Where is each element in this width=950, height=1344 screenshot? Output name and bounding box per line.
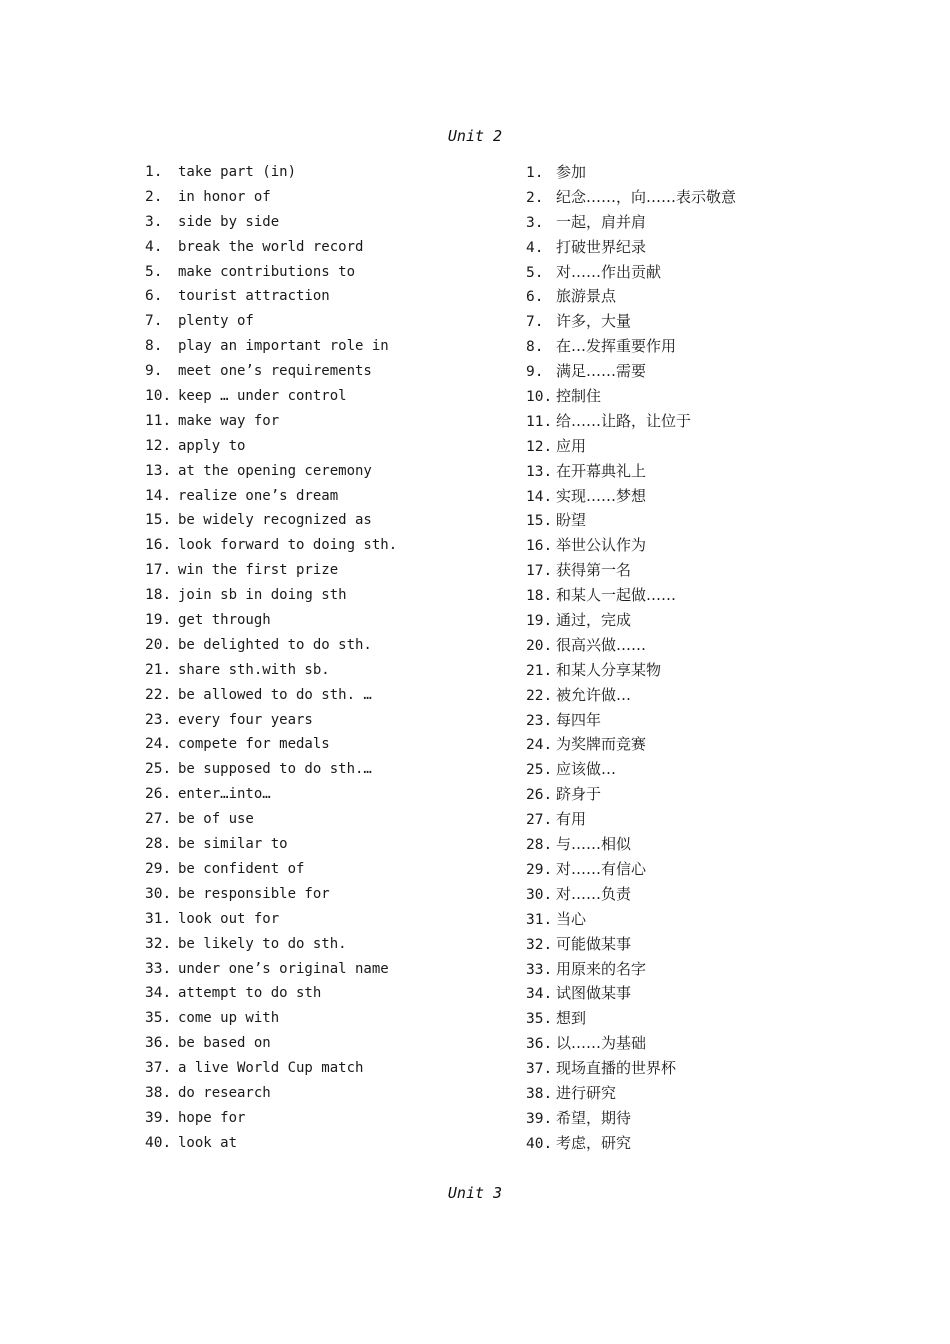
item-number: 16. <box>145 537 172 554</box>
item-text: 通过，完成 <box>556 611 632 630</box>
item-number: 13. <box>526 463 553 480</box>
item-text: 举世公认作为 <box>556 536 647 555</box>
chinese-translation-item <box>526 235 856 260</box>
item-number: 14. <box>145 487 172 504</box>
english-phrase-item <box>145 608 505 633</box>
item-text: 获得第一名 <box>556 561 632 580</box>
item-number: 22. <box>145 686 172 703</box>
item-text: 对……作出贡献 <box>556 262 662 281</box>
english-phrase-item <box>145 633 505 658</box>
item-text: 打破世界纪录 <box>556 237 647 256</box>
item-number: 20. <box>145 636 172 653</box>
item-text: 满足……需要 <box>556 362 647 381</box>
english-phrase-item <box>145 459 505 484</box>
english-phrase-item <box>145 334 505 359</box>
chinese-translation-item <box>526 309 856 334</box>
item-number: 4. <box>526 239 544 256</box>
english-phrase-item <box>145 1081 505 1106</box>
item-number: 33. <box>145 960 172 977</box>
item-number: 28. <box>145 836 172 853</box>
item-text: 有用 <box>556 810 587 829</box>
item-text: 以……为基础 <box>556 1034 647 1053</box>
item-text: 实现……梦想 <box>556 486 647 505</box>
item-text: 给……让路，让位于 <box>556 411 692 430</box>
english-phrase-item <box>145 210 505 235</box>
item-text: win the first prize <box>178 562 339 579</box>
chinese-translation-item <box>526 757 856 782</box>
item-number: 11. <box>145 412 172 429</box>
item-text: 在…发挥重要作用 <box>556 337 677 356</box>
chinese-translation-item <box>526 284 856 309</box>
item-text: be similar to <box>178 836 288 853</box>
item-text: 和某人一起做…… <box>556 586 677 605</box>
chinese-translation-item <box>526 957 856 982</box>
english-phrase-item <box>145 1056 505 1081</box>
item-number: 32. <box>145 935 172 952</box>
english-phrase-item <box>145 981 505 1006</box>
english-phrase-item <box>145 907 505 932</box>
english-phrase-item <box>145 1031 505 1056</box>
item-number: 23. <box>526 712 553 729</box>
item-text: be supposed to do sth.… <box>178 761 372 778</box>
chinese-translation-item <box>526 708 856 733</box>
item-text: be widely recognized as <box>178 512 372 529</box>
item-number: 2. <box>145 188 163 205</box>
item-number: 6. <box>526 289 544 306</box>
item-number: 26. <box>526 787 553 804</box>
item-number: 22. <box>526 687 553 704</box>
item-text: 跻身于 <box>556 785 602 804</box>
chinese-translation-item <box>526 658 856 683</box>
item-number: 17. <box>526 563 553 580</box>
item-text: come up with <box>178 1010 280 1027</box>
item-number: 33. <box>526 961 553 978</box>
item-number: 20. <box>526 637 553 654</box>
item-number: 21. <box>145 661 172 678</box>
item-number: 12. <box>526 438 553 455</box>
item-text: compete for medals <box>178 736 330 753</box>
chinese-translation-item <box>526 882 856 907</box>
chinese-translation-item <box>526 608 856 633</box>
english-phrase-item <box>145 384 505 409</box>
english-phrase-item <box>145 683 505 708</box>
chinese-translation-item <box>526 210 856 235</box>
unit-2-title: Unit 2 <box>447 127 503 145</box>
item-text: in honor of <box>178 188 271 205</box>
item-text: 对……负责 <box>556 884 632 903</box>
item-number: 21. <box>526 662 553 679</box>
item-text: meet one’s requirements <box>178 363 372 380</box>
chinese-translation-item <box>526 533 856 558</box>
item-number: 30. <box>526 886 553 903</box>
item-number: 10. <box>526 389 553 406</box>
item-text: 控制住 <box>556 387 602 406</box>
item-text: be of use <box>178 811 254 828</box>
item-number: 11. <box>526 413 553 430</box>
item-text: look out for <box>178 910 280 927</box>
unit-3-title: Unit 3 <box>447 1184 503 1202</box>
item-text: look forward to doing sth. <box>178 537 398 554</box>
item-text: 试图做某事 <box>556 984 632 1003</box>
item-text: 旅游景点 <box>556 287 617 306</box>
item-text: be confident of <box>178 860 305 877</box>
english-phrase-item <box>145 1131 505 1156</box>
item-text: 被允许做… <box>556 685 632 704</box>
chinese-translation-list <box>526 160 856 1156</box>
item-number: 30. <box>145 885 172 902</box>
item-number: 28. <box>526 837 553 854</box>
item-number: 37. <box>145 1060 172 1077</box>
english-phrase-item <box>145 583 505 608</box>
chinese-translation-item <box>526 782 856 807</box>
english-phrase-item <box>145 957 505 982</box>
item-number: 37. <box>526 1061 553 1078</box>
item-number: 31. <box>526 911 553 928</box>
item-text: join sb in doing sth <box>178 587 347 604</box>
item-number: 32. <box>526 936 553 953</box>
item-number: 18. <box>145 587 172 604</box>
item-number: 18. <box>526 588 553 605</box>
english-phrase-item <box>145 932 505 957</box>
item-text: plenty of <box>178 313 254 330</box>
item-number: 8. <box>145 338 163 355</box>
chinese-translation-item <box>526 508 856 533</box>
item-number: 19. <box>145 612 172 629</box>
item-number: 34. <box>145 985 172 1002</box>
item-number: 34. <box>526 986 553 1003</box>
english-phrase-item <box>145 658 505 683</box>
chinese-translation-item <box>526 558 856 583</box>
english-phrase-item <box>145 409 505 434</box>
english-phrase-item <box>145 359 505 384</box>
item-number: 17. <box>145 562 172 579</box>
item-number: 9. <box>526 364 544 381</box>
chinese-translation-item <box>526 981 856 1006</box>
item-text: 应该做… <box>556 760 617 779</box>
english-phrase-item <box>145 832 505 857</box>
english-phrase-list <box>145 160 505 1156</box>
item-number: 15. <box>526 513 553 530</box>
item-number: 1. <box>526 165 544 181</box>
item-text: 应用 <box>556 436 587 455</box>
item-text: attempt to do sth <box>178 985 322 1002</box>
item-number: 40. <box>145 1134 172 1151</box>
chinese-translation-item <box>526 583 856 608</box>
chinese-translation-item <box>526 434 856 459</box>
item-text: 每四年 <box>556 710 602 729</box>
item-text: 希望，期待 <box>556 1108 632 1127</box>
item-number: 35. <box>526 1011 553 1028</box>
item-text: break the world record <box>178 238 364 255</box>
item-number: 25. <box>526 762 553 779</box>
chinese-translation-item <box>526 409 856 434</box>
english-phrase-item <box>145 782 505 807</box>
item-text: play an important role in <box>178 338 389 355</box>
item-text: enter…into… <box>178 786 271 803</box>
item-text: get through <box>178 612 271 629</box>
item-text: 当心 <box>556 909 587 928</box>
english-phrase-item <box>145 508 505 533</box>
item-number: 5. <box>526 264 544 281</box>
item-text: 很高兴做…… <box>556 635 647 654</box>
chinese-translation-item <box>526 807 856 832</box>
chinese-translation-item <box>526 484 856 509</box>
chinese-translation-item <box>526 1106 856 1131</box>
item-text: every four years <box>178 711 313 728</box>
item-text: 可能做某事 <box>556 934 632 953</box>
item-number: 7. <box>145 313 163 330</box>
chinese-translation-item <box>526 1081 856 1106</box>
item-text: do research <box>178 1084 271 1101</box>
item-number: 38. <box>526 1085 553 1102</box>
chinese-translation-item <box>526 832 856 857</box>
item-text: 考虑，研究 <box>556 1133 632 1152</box>
english-phrase-item <box>145 1006 505 1031</box>
item-number: 10. <box>145 388 172 405</box>
item-number: 5. <box>145 263 163 280</box>
chinese-translation-item <box>526 334 856 359</box>
item-text: 盼望 <box>556 511 587 530</box>
item-number: 3. <box>526 214 544 231</box>
english-phrase-item <box>145 558 505 583</box>
item-text: be allowed to do sth. … <box>178 686 372 703</box>
item-text: make way for <box>178 412 280 429</box>
chinese-translation-item <box>526 1031 856 1056</box>
item-number: 14. <box>526 488 553 505</box>
item-number: 6. <box>145 288 163 305</box>
english-phrase-item <box>145 309 505 334</box>
item-number: 40. <box>526 1135 553 1152</box>
english-phrase-item <box>145 882 505 907</box>
item-number: 16. <box>526 538 553 555</box>
item-number: 27. <box>145 811 172 828</box>
item-text: be likely to do sth. <box>178 935 347 952</box>
chinese-translation-item <box>526 185 856 210</box>
english-phrase-item <box>145 708 505 733</box>
item-number: 13. <box>145 462 172 479</box>
item-number: 29. <box>526 861 553 878</box>
item-text: a live World Cup match <box>178 1060 364 1077</box>
item-number: 8. <box>526 339 544 356</box>
english-phrase-item <box>145 1106 505 1131</box>
item-number: 36. <box>145 1035 172 1052</box>
chinese-translation-item <box>526 160 856 185</box>
item-text: 进行研究 <box>556 1083 617 1102</box>
chinese-translation-item <box>526 384 856 409</box>
item-text: be responsible for <box>178 885 330 902</box>
item-number: 36. <box>526 1036 553 1053</box>
item-number: 31. <box>145 910 172 927</box>
item-number: 7. <box>526 314 544 331</box>
item-text: realize one’s dream <box>178 487 339 504</box>
item-text: at the opening ceremony <box>178 462 372 479</box>
item-number: 26. <box>145 786 172 803</box>
item-number: 12. <box>145 437 172 454</box>
item-number: 38. <box>145 1084 172 1101</box>
item-number: 23. <box>145 711 172 728</box>
chinese-translation-item <box>526 1006 856 1031</box>
item-number: 24. <box>526 737 553 754</box>
english-phrase-item <box>145 260 505 285</box>
english-phrase-item <box>145 185 505 210</box>
item-text: 现场直播的世界杯 <box>556 1059 677 1078</box>
item-number: 24. <box>145 736 172 753</box>
item-text: keep … under control <box>178 388 347 405</box>
item-text: tourist attraction <box>178 288 330 305</box>
chinese-translation-item <box>526 732 856 757</box>
item-text: 为奖牌而竞赛 <box>556 735 647 754</box>
english-phrase-item <box>145 533 505 558</box>
item-text: 参加 <box>556 163 587 181</box>
english-phrase-item <box>145 434 505 459</box>
english-phrase-item <box>145 284 505 309</box>
chinese-translation-item <box>526 1131 856 1156</box>
chinese-translation-item <box>526 857 856 882</box>
item-text: 一起，肩并肩 <box>556 212 647 231</box>
item-text: 想到 <box>556 1009 587 1028</box>
item-text: 纪念……，向……表示敬意 <box>556 187 737 206</box>
item-number: 27. <box>526 812 553 829</box>
item-text: 和某人分享某物 <box>556 660 662 679</box>
item-text: be based on <box>178 1035 271 1052</box>
item-text: under one’s original name <box>178 960 389 977</box>
item-text: 在开幕典礼上 <box>556 461 647 480</box>
item-number: 19. <box>526 613 553 630</box>
item-number: 3. <box>145 213 163 230</box>
item-text: be delighted to do sth. <box>178 636 372 653</box>
chinese-translation-item <box>526 932 856 957</box>
chinese-translation-item <box>526 683 856 708</box>
item-text: 与……相似 <box>556 835 632 854</box>
item-text: 用原来的名字 <box>556 959 647 978</box>
english-phrase-item <box>145 160 505 185</box>
english-phrase-item <box>145 235 505 260</box>
item-text: 许多，大量 <box>556 312 632 331</box>
chinese-translation-item <box>526 359 856 384</box>
english-phrase-item <box>145 757 505 782</box>
item-text: take part (in) <box>178 164 297 180</box>
item-number: 2. <box>526 189 544 206</box>
item-text: side by side <box>178 213 280 230</box>
item-number: 9. <box>145 363 163 380</box>
item-number: 39. <box>526 1110 553 1127</box>
english-phrase-item <box>145 484 505 509</box>
item-text: make contributions to <box>178 263 356 280</box>
chinese-translation-item <box>526 260 856 285</box>
chinese-translation-item <box>526 459 856 484</box>
english-phrase-item <box>145 857 505 882</box>
item-text: hope for <box>178 1109 246 1126</box>
item-text: look at <box>178 1134 238 1151</box>
item-text: share sth.with sb. <box>178 661 330 678</box>
english-phrase-item <box>145 732 505 757</box>
item-number: 1. <box>145 164 163 180</box>
english-phrase-item <box>145 807 505 832</box>
item-text: 对……有信心 <box>556 859 647 878</box>
chinese-translation-item <box>526 633 856 658</box>
item-number: 15. <box>145 512 172 529</box>
item-number: 39. <box>145 1109 172 1126</box>
chinese-translation-item <box>526 1056 856 1081</box>
item-text: apply to <box>178 437 246 454</box>
item-number: 4. <box>145 238 163 255</box>
item-number: 29. <box>145 860 172 877</box>
chinese-translation-item <box>526 907 856 932</box>
item-number: 35. <box>145 1010 172 1027</box>
item-number: 25. <box>145 761 172 778</box>
